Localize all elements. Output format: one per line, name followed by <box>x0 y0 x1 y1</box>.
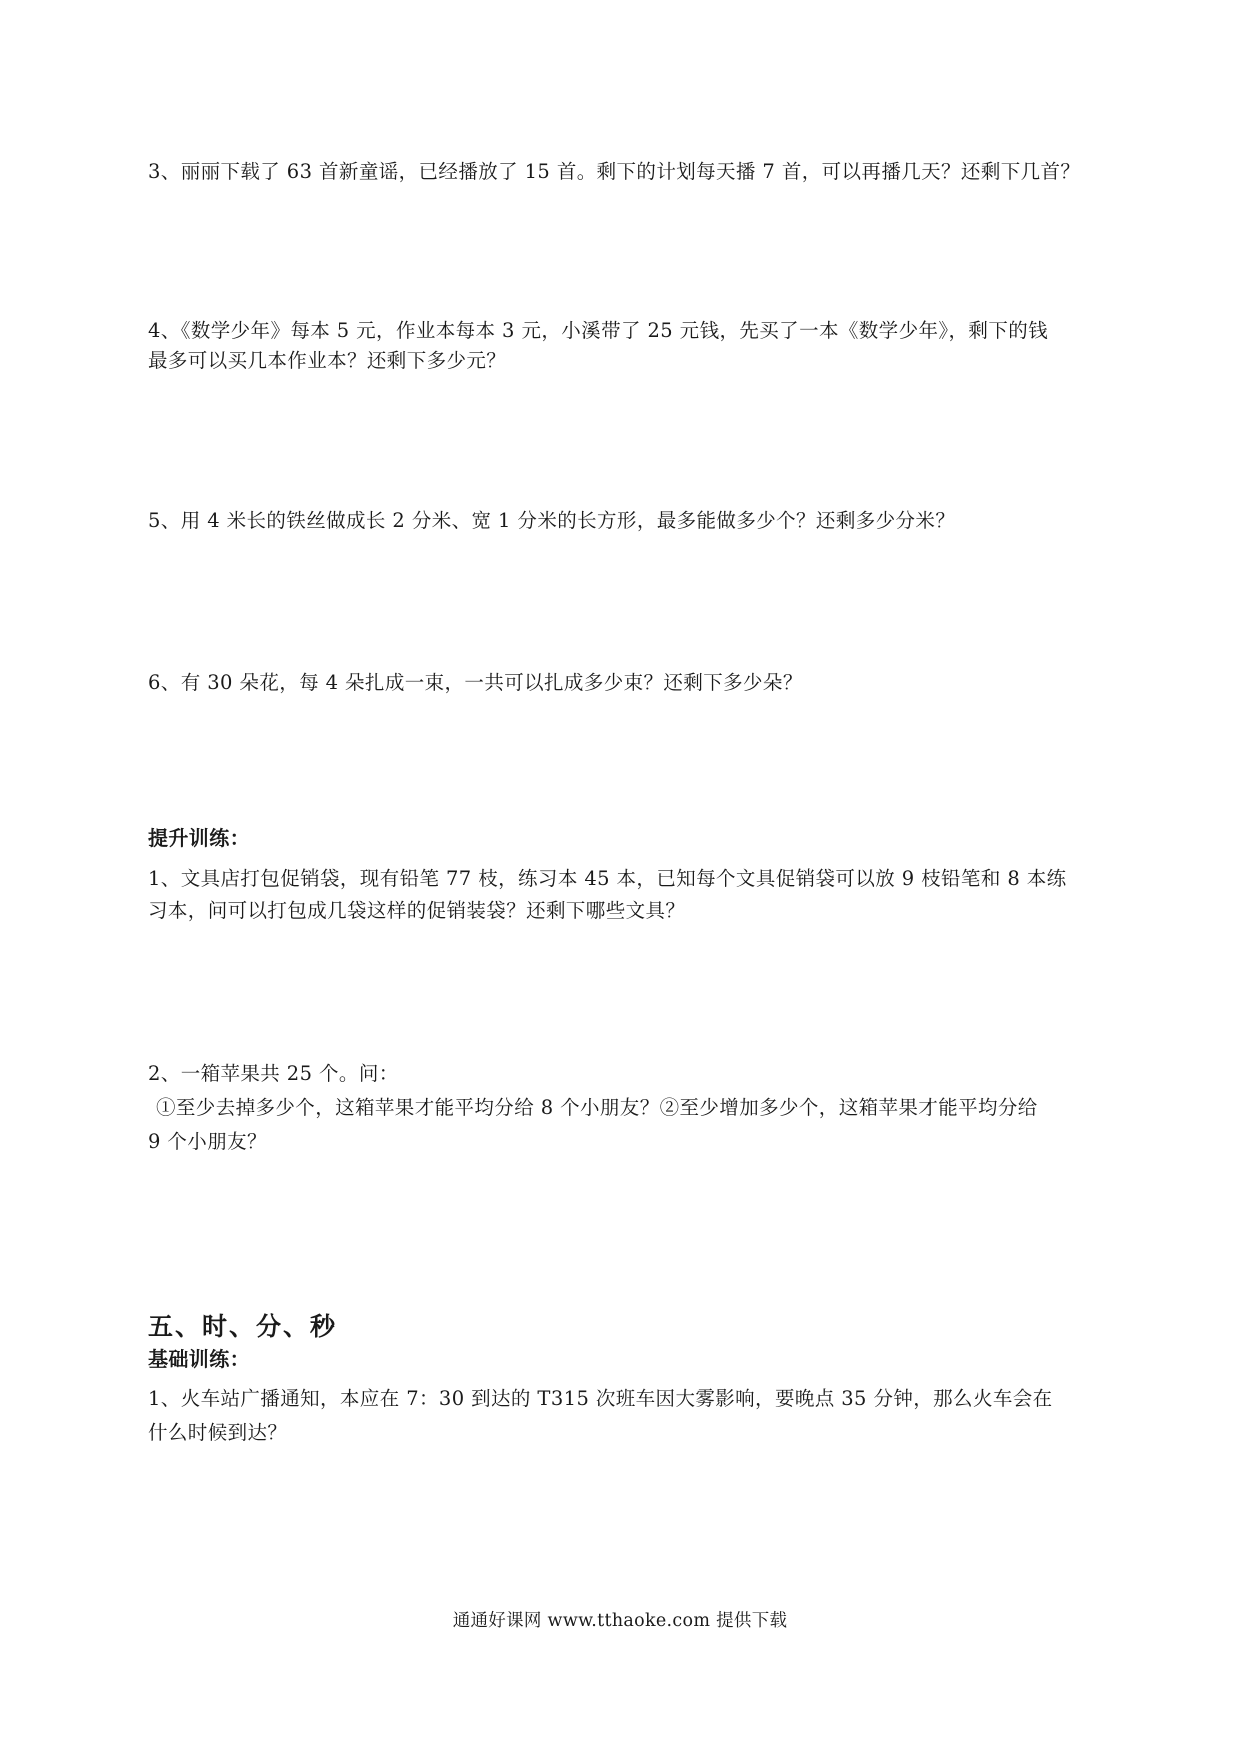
question-3-line-1: 3、丽丽下载了 63 首新童谣，已经播放了 15 首。剩下的计划每天播 7 首，可以再播几天？还剩下几首？ <box>148 160 1081 183</box>
advanced-question-2-line-3: 9 个小朋友？ <box>148 1130 267 1153</box>
section-5-title: 五、时、分、秒 <box>148 1312 338 1341</box>
section-5-question-1-line-1: 1、火车站广播通知，本应在 7：30 到达的 T315 次班车因大雾影响，要晚点 35 分钟，那么火车会在 <box>148 1387 1053 1410</box>
section-5-question-1-line-2: 什么时候到达？ <box>148 1421 288 1444</box>
advanced-question-2-line-1: 2、一箱苹果共 25 个。问： <box>148 1062 399 1085</box>
question-4-line-2: 最多可以买几本作业本？还剩下多少元？ <box>148 349 507 372</box>
footer-download-notice: 通通好课网 www.tthaoke.com 提供下载 <box>452 1611 788 1631</box>
advanced-question-1-line-2: 习本，问可以打包成几袋这样的促销装袋？还剩下哪些文具？ <box>148 899 686 922</box>
advanced-question-2-line-2: ①至少去掉多少个，这箱苹果才能平均分给 8 个小朋友？②至少增加多少个，这箱苹果才能平均分给 <box>156 1096 1038 1119</box>
question-4-line-1: 4、《数学少年》每本 5 元，作业本每本 3 元，小溪带了 25 元钱，先买了一本《数学少年》，剩下的钱 <box>148 319 1049 342</box>
question-5-line-1: 5、用 4 米长的铁丝做成长 2 分米、宽 1 分米的长方形，最多能做多少个？还剩多少分米？ <box>148 509 956 532</box>
question-6-line-1: 6、有 30 朵花，每 4 朵扎成一束，一共可以扎成多少束？还剩下多少朵？ <box>148 671 803 694</box>
advanced-training-heading: 提升训练： <box>148 826 250 850</box>
advanced-question-1-line-1: 1、文具店打包促销袋，现有铅笔 77 枝，练习本 45 本，已知每个文具促销袋可以放 9 枝铅笔和 8 本练 <box>148 867 1067 890</box>
basic-training-heading: 基础训练： <box>148 1347 250 1371</box>
